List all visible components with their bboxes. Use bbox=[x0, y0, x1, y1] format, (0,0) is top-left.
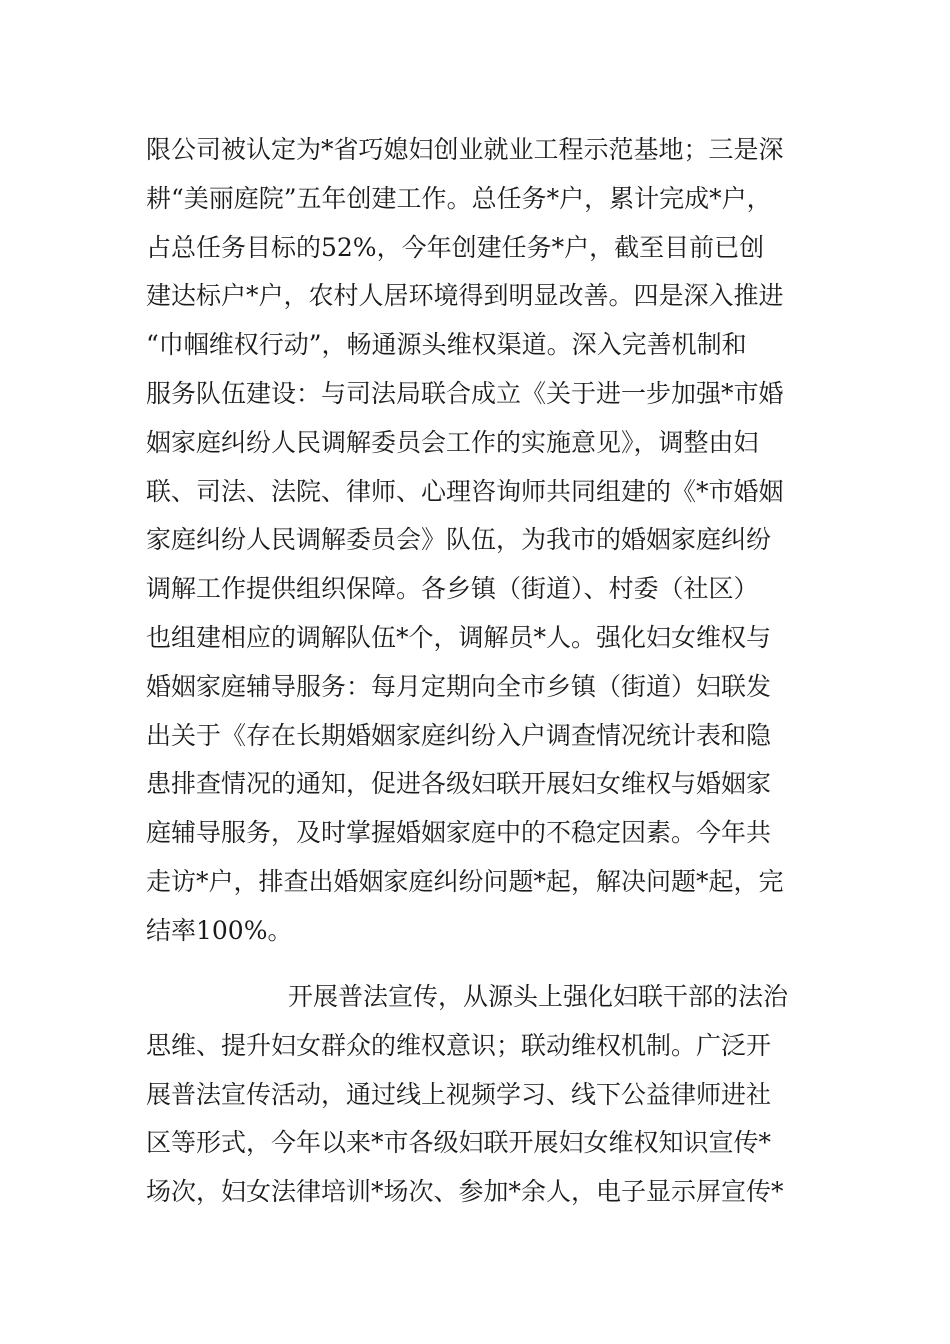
text-line: 耕“美丽庭院”五年创建工作。总任务*户，累计完成*户， bbox=[146, 183, 772, 213]
text-line: 调解工作提供组织保障。各乡镇（街道）、村委（社区） bbox=[146, 574, 759, 604]
text-line: 家庭纠纷人民调解委员会》队伍，为我市的婚姻家庭纠纷 bbox=[146, 525, 772, 555]
text-line: 服务队伍建设：与司法局联合成立《关于进一步加强*市婚 bbox=[146, 378, 784, 408]
text-line: 占总任务目标的52%，今年创建任务*户，截至目前已创 bbox=[146, 232, 765, 262]
text-line: 走访*户，排查出婚姻家庭纠纷问题*起，解决问题*起，完 bbox=[146, 866, 784, 896]
text-line: 婚姻家庭辅导服务：每月定期向全市乡镇（街道）妇联发 bbox=[146, 671, 772, 701]
text-line: 场次，妇女法律培训*场次、参加*余人，电子显示屏宣传* bbox=[146, 1177, 784, 1207]
text-line: 区等形式，今年以来*市各级妇联开展妇女维权知识宣传* bbox=[146, 1128, 772, 1158]
text-line: 思维、提升妇女群众的维权意识；联动维权机制。广泛开 bbox=[146, 1030, 772, 1060]
text-line: “巾帼维权行动”，畅通源头维权渠道。深入完善机制和 bbox=[146, 330, 747, 360]
text-line: 出关于《存在长期婚姻家庭纠纷入户调查情况统计表和隐 bbox=[146, 720, 772, 750]
text-line: 建达标户*户，农村人居环境得到明显改善。四是深入推进 bbox=[146, 281, 784, 311]
text-line: 限公司被认定为*省巧媳妇创业就业工程示范基地；三是深 bbox=[146, 135, 784, 164]
text-line: 姻家庭纠纷人民调解委员会工作的实施意见》，调整由妇 bbox=[146, 427, 759, 457]
text-line: 庭辅导服务，及时掌握婚姻家庭中的不稳定因素。今年共 bbox=[146, 818, 772, 848]
text-line: 也组建相应的调解队伍*个，调解员*人。强化妇女维权与 bbox=[146, 622, 772, 652]
paragraph-2 bbox=[146, 973, 826, 1217]
text-line: 展普法宣传活动，通过线上视频学习、线下公益律师进社 bbox=[146, 1079, 772, 1109]
text-line: 结率100%。 bbox=[146, 915, 293, 945]
text-line: 患排查情况的通知，促进各级妇联开展妇女维权与婚姻家 bbox=[146, 769, 772, 799]
text-line-indented: 开展普法宣传，从源头上强化妇联干部的法治 bbox=[288, 982, 789, 1011]
text-line: 联、司法、法院、律师、心理咨询师共同组建的《*市婚姻 bbox=[146, 476, 784, 506]
paragraph-1 bbox=[146, 126, 826, 956]
